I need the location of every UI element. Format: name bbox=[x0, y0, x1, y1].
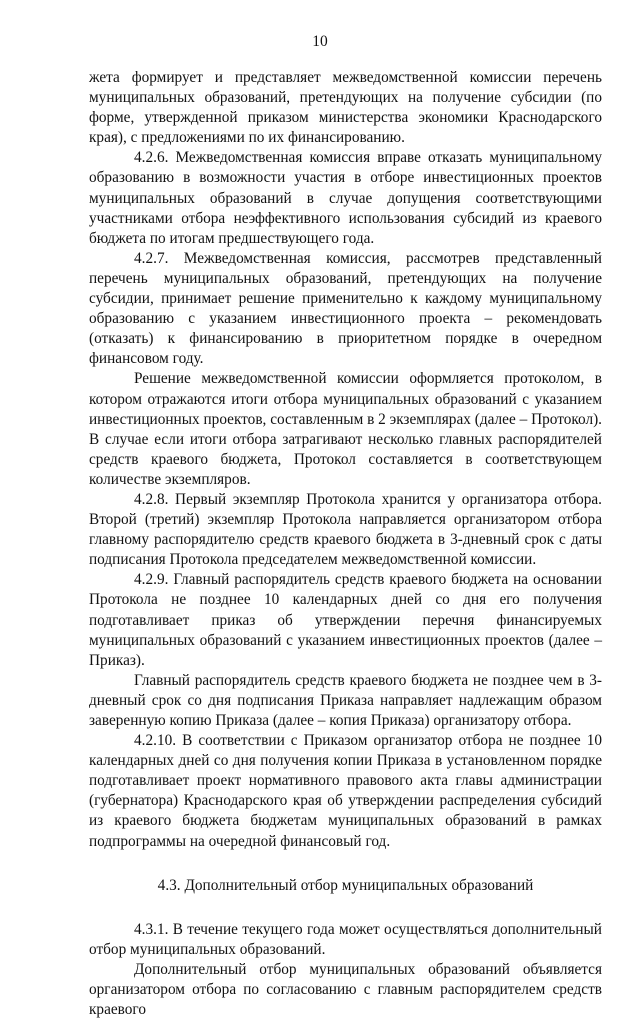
paragraph-4-2-6: 4.2.6. Межведомственная комиссия вправе отказать муниципальному образованию в возможности участия в отборе инвестиционных проектов муниципальных образований в случае допущения соответствующими участниками отбора неэффективного использования субсидий из краевого бюджета по итогам предшествующего года. bbox=[89, 149, 602, 247]
paragraph-order-copy: Главный распорядитель средств краевого бюджета не позднее чем в 3-дневный срок со дня подписания Приказа направляет надлежащим образом заверенную копию Приказа (далее – копия Приказа) организатору отбора. bbox=[89, 671, 602, 729]
paragraph-4-2-9: 4.2.9. Главный распорядитель средств краевого бюджета на основании Протокола не позднее 10 календарных дней со дня его получения подготавливает приказ об утверждении перечня финансируемых муниципальных образований с указанием инвестиционных проектов (далее – Приказ). bbox=[89, 571, 602, 669]
paragraph-4-2-7: 4.2.7. Межведомственная комиссия, рассмотрев представленный перечень муниципальных образований, претендующих на получение субсидии, принимает решение применительно к каждому муниципальному образованию с указанием инвестиционного проекта – рекомендовать (отказать) к финансированию в приоритетном порядке в очередном финансовом году. bbox=[89, 249, 602, 368]
paragraph-4-2-8: 4.2.8. Первый экземпляр Протокола хранится у организатора отбора. Второй (третий) экземпляр Протокола направляется организатором отбора главному распорядителю средств краевого бюджета в 3-дневный срок с даты подписания Протокола председателем межведомственной комиссии. bbox=[89, 490, 602, 569]
section-heading: 4.3. Дополнительный отбор муниципальных образований bbox=[157, 876, 534, 894]
paragraph-continuation: жета формирует и представляет межведомственной комиссии перечень муниципальных образований, претендующих на получение субсидии (по форме, утвержденной приказом министерства экономики Краснодарского края), с предложениями по их финансированию. bbox=[89, 69, 602, 147]
paragraph-4-3-1: 4.3.1. В течение текущего года может осуществляться дополнительный отбор муниципальных образований. bbox=[89, 920, 602, 958]
paragraph-4-2-10: 4.2.10. В соответствии с Приказом организатор отбора не позднее 10 календарных дней со дня получения копии Приказа в установленном порядке подготавливает проект нормативного правового акта главы администрации (губернатора) Краснодарского края об утверждении распределения субсидий из краевого бюджета бюджетам муниципальных образований в рамках подпрограммы на очередной финансовый год. bbox=[89, 732, 602, 850]
page-number: 10 bbox=[312, 33, 328, 50]
paragraph-additional-selection: Дополнительный отбор муниципальных образований объявляется организатором отбора по согласованию с главным распорядителем средств краевого bbox=[89, 960, 602, 1019]
document-body bbox=[89, 68, 602, 1020]
paragraph-protocol: Решение межведомственной комиссии оформляется протоколом, в котором отражаются итоги отбора муниципальных образований с указанием инвестиционных проектов, составленным в 2 экземплярах (далее – Протокол). В случае если итоги отбора затрагивают несколько главных распорядителей средств краевого бюджета, Протокол составляется в соответствующем количестве экземпляров. bbox=[89, 370, 602, 488]
